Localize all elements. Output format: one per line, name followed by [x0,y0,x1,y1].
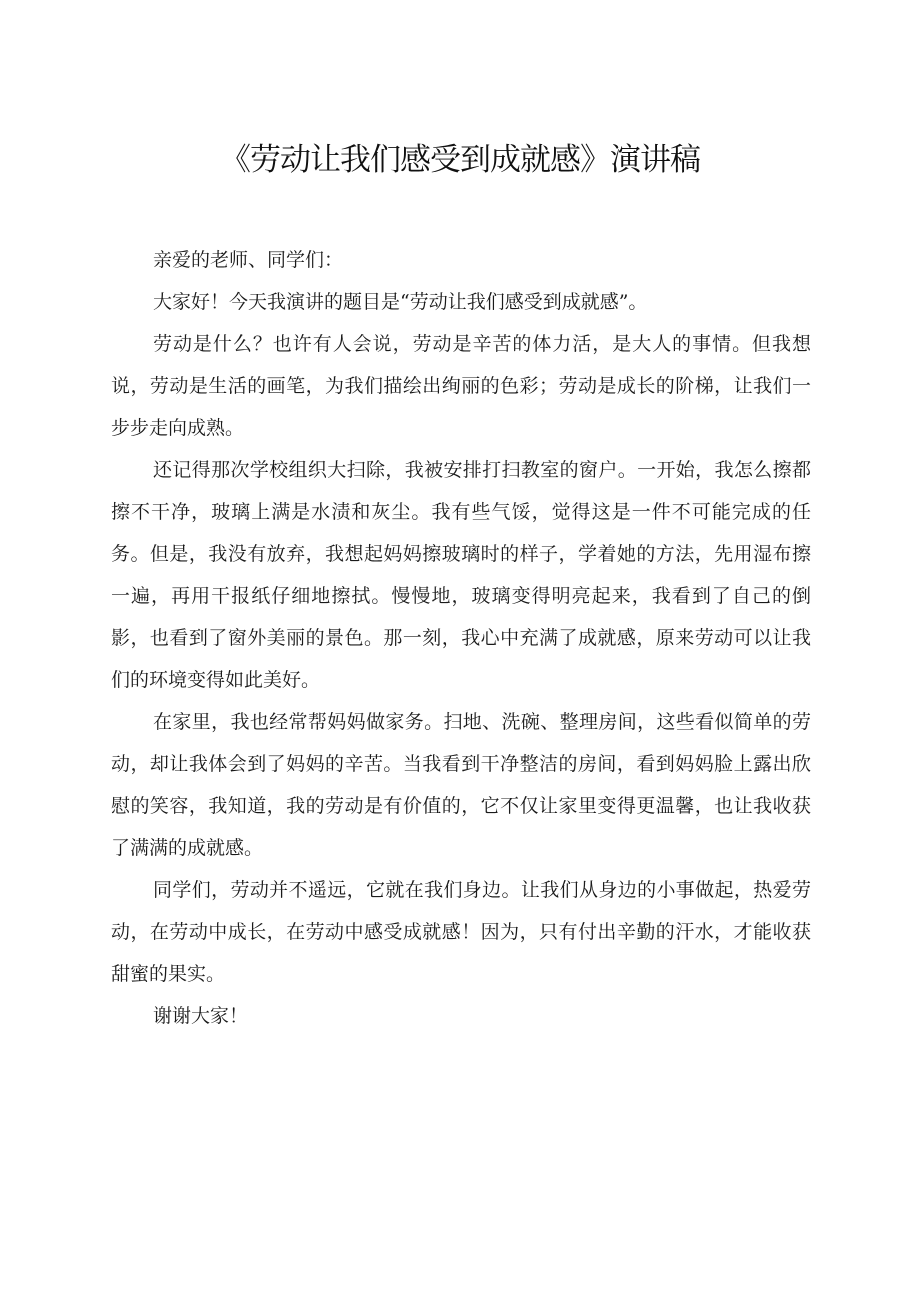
paragraph-housework: 在家里，我也经常帮妈妈做家务。扫地、洗碗、整理房间，这些看似简单的劳动，却让我体会到了妈妈的辛苦。当我看到干净整洁的房间，看到妈妈脸上露出欣慰的笑容，我知道，我的劳动是有价值的，它不仅让家里变得更温馨，也让我收获了满满的成就感。 [111,711,811,859]
paragraph-conclusion: 同学们，劳动并不遥远，它就在我们身边。让我们从身边的小事做起，热爱劳动，在劳动中成长，在劳动中感受成就感！因为，只有付出辛勤的汗水，才能收获甜蜜的果实。 [111,879,811,985]
document-body [111,239,811,1037]
greeting-paragraph: 亲爱的老师、同学们： [153,249,344,271]
closing-paragraph: 谢谢大家！ [153,1005,249,1027]
paragraph-opening: 大家好！今天我演讲的题目是“劳动让我们感受到成就感”。 [153,291,648,313]
document-title: 《劳动让我们感受到成就感》演讲稿 [220,142,700,178]
paragraph-what-is-labor: 劳动是什么？也许有人会说，劳动是辛苦的体力活，是大人的事情。但我想说，劳动是生活的画笔，为我们描绘出绚丽的色彩；劳动是成长的阶梯，让我们一步步走向成熟。 [111,333,811,439]
paragraph-school-cleaning: 还记得那次学校组织大扫除，我被安排打扫教室的窗户。一开始，我怎么擦都擦不干净，玻璃上满是水渍和灰尘。我有些气馁，觉得这是一件不可能完成的任务。但是，我没有放弃，我想起妈妈擦玻璃时的样子，学着她的方法，先用湿布擦一遍，再用干报纸仔细地擦拭。慢慢地，玻璃变得明亮起来，我看到了自己的倒影，也看到了窗外美丽的景色。那一刻，我心中充满了成就感，原来劳动可以让我们的环境变得如此美好。 [111,459,811,691]
